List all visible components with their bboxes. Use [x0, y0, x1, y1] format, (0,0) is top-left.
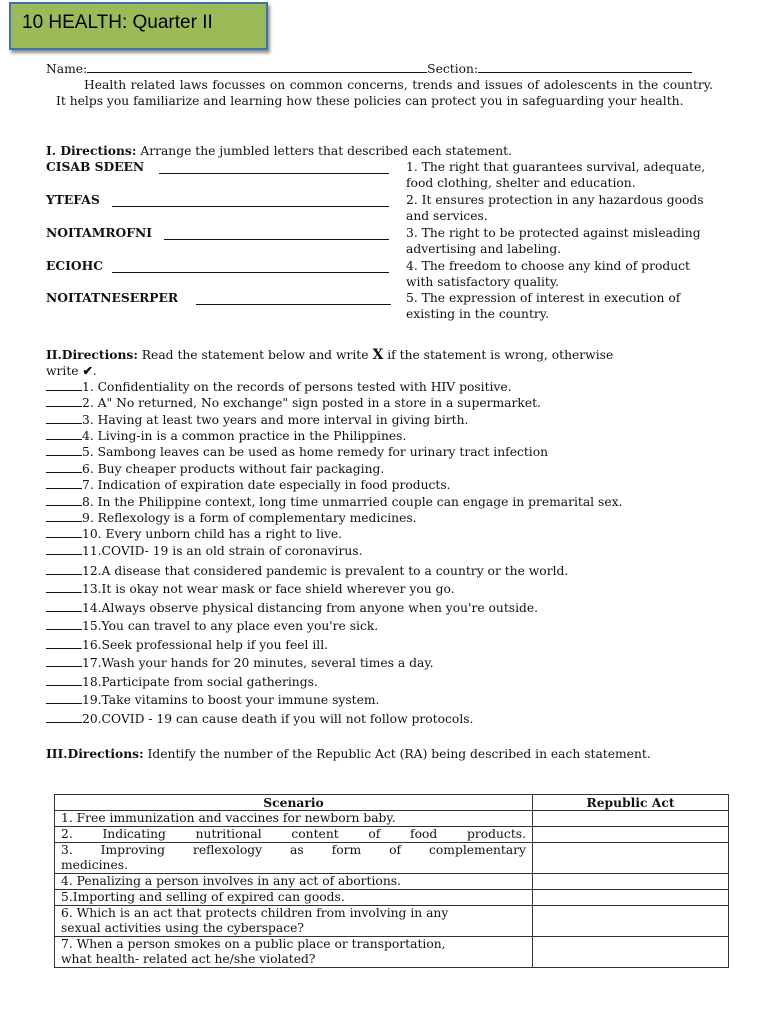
scenario-text: 2. Indicating nutritional content of food products. — [61, 827, 526, 841]
answer-blank[interactable] — [46, 637, 82, 649]
republic-act-answer-cell[interactable] — [533, 906, 729, 937]
republic-act-answer-cell[interactable] — [533, 937, 729, 968]
statement-text: 11.COVID- 19 is an old strain of coronavirus. — [82, 544, 363, 558]
part3-directions — [46, 746, 651, 762]
jumbled-word: YTEFAS — [46, 192, 100, 207]
name-section-row — [46, 61, 692, 77]
republic-act-table — [54, 794, 729, 968]
answer-line[interactable] — [112, 272, 389, 273]
statement-text: 6. Buy cheaper products without fair packaging. — [82, 462, 385, 476]
republic-act-answer-cell[interactable] — [533, 843, 729, 874]
list-item — [46, 581, 455, 597]
part1-description: 4. The freedom to choose any kind of product with satisfactory quality. — [406, 259, 690, 289]
check-mark-icon: ✔ — [82, 363, 93, 378]
jumbled-word: NOITAMROFNI — [46, 225, 152, 240]
jumbled-word: CISAB SDEEN — [46, 159, 145, 174]
statement-text: 8. In the Philippine context, long time unmarried couple can engage in premarital sex. — [82, 495, 623, 509]
scenario-text: 4. Penalizing a person involves in any act of abortions. — [61, 874, 401, 888]
republic-act-column-header: Republic Act — [533, 795, 729, 811]
worksheet-title-box — [9, 2, 268, 50]
statement-text: 12.A disease that considered pandemic is prevalent to a country or the world. — [82, 564, 569, 578]
statement-text: 14.Always observe physical distancing from anyone when you're outside. — [82, 601, 539, 615]
table-row — [55, 874, 729, 890]
part2-directions-cont: write ✔. — [46, 363, 97, 378]
statement-text: 15.You can travel to any place even you're sick. — [82, 619, 379, 633]
table-row — [55, 843, 729, 874]
table-row — [55, 890, 729, 906]
list-item — [46, 543, 363, 559]
part2-instruction-c: write — [46, 364, 79, 378]
scenario-text: 1. Free immunization and vaccines for newborn baby. — [61, 811, 396, 825]
list-item — [46, 461, 384, 477]
list-item — [46, 674, 318, 690]
list-item — [46, 477, 451, 493]
x-mark: X — [372, 347, 384, 363]
part1-description: 1. The right that guarantees survival, adequate, food clothing, shelter and education. — [406, 160, 706, 190]
scenario-cell — [55, 811, 533, 827]
part1-description: 5. The expression of interest in execution of existing in the country. — [406, 291, 681, 321]
answer-blank[interactable] — [46, 563, 82, 575]
statement-text: 2. A" No returned, No exchange" sign posted in a store in a supermarket. — [82, 396, 541, 410]
answer-blank[interactable] — [46, 618, 82, 630]
part1-instruction: Arrange the jumbled letters that described each statement. — [140, 144, 513, 158]
scenario-text: 3. Improving reflexology as form of complementary — [61, 843, 526, 857]
answer-blank[interactable] — [46, 581, 82, 593]
answer-blank[interactable] — [46, 655, 82, 667]
statement-text: 20.COVID - 19 can cause death if you will not follow protocols. — [82, 712, 474, 726]
name-label: Name: — [46, 62, 88, 76]
list-item — [46, 637, 328, 653]
scenario-text: what health- related act he/she violated? — [61, 952, 316, 966]
part1-description: 2. It ensures protection in any hazardous goods and services. — [406, 193, 704, 223]
answer-blank[interactable] — [46, 494, 82, 506]
answer-blank[interactable] — [46, 526, 82, 538]
answer-blank[interactable] — [46, 444, 82, 456]
table-header-row — [55, 795, 729, 811]
list-item — [46, 412, 468, 428]
intro-paragraph: Health related laws focusses on common concerns, trends and issues of adolescents in the country. It helps you familiarize and learning how these policies can protect you in safeguarding your health. — [56, 78, 713, 108]
scenario-cell — [55, 843, 533, 874]
answer-blank[interactable] — [46, 461, 82, 473]
scenario-text: 7. When a person smokes on a public place or transportation, — [61, 937, 446, 951]
answer-blank[interactable] — [46, 379, 82, 391]
part3-heading: III.Directions: — [46, 746, 144, 761]
statement-text: 5. Sambong leaves can be used as home remedy for urinary tract infection — [82, 445, 549, 459]
section-label: Section: — [427, 62, 479, 76]
part3-instruction: Identify the number of the Republic Act (RA) being described in each statement. — [147, 747, 651, 761]
list-item — [46, 711, 473, 727]
answer-blank[interactable] — [46, 395, 82, 407]
part2-directions — [46, 347, 613, 363]
answer-blank[interactable] — [46, 711, 82, 723]
list-item — [46, 563, 568, 579]
list-item — [46, 494, 622, 510]
scenario-text: 6. Which is an act that protects children from involving in any — [61, 906, 449, 920]
section-field[interactable] — [478, 61, 692, 73]
statement-text: 1. Confidentiality on the records of persons tested with HIV positive. — [82, 380, 512, 394]
republic-act-answer-cell[interactable] — [533, 890, 729, 906]
answer-blank[interactable] — [46, 510, 82, 522]
jumbled-word: ECIOHC — [46, 258, 104, 273]
answer-line[interactable] — [159, 173, 389, 174]
part2-instruction-a: Read the statement below and write — [141, 348, 369, 362]
list-item — [46, 379, 512, 395]
scenario-cell — [55, 890, 533, 906]
list-item — [46, 428, 406, 444]
list-item — [46, 526, 342, 542]
answer-blank[interactable] — [46, 692, 82, 704]
part2-instruction-b: if the statement is wrong, otherwise — [387, 348, 614, 362]
scenario-text: medicines. — [61, 858, 128, 872]
statement-text: 17.Wash your hands for 20 minutes, several times a day. — [82, 656, 434, 670]
statement-text: 4. Living-in is a common practice in the Philippines. — [82, 429, 407, 443]
answer-line[interactable] — [196, 304, 391, 305]
answer-line[interactable] — [164, 239, 389, 240]
statement-text: 19.Take vitamins to boost your immune system. — [82, 693, 380, 707]
scenario-column-header: Scenario — [55, 795, 533, 811]
table-row — [55, 827, 729, 843]
scenario-text: sexual activities using the cyberspace? — [61, 921, 305, 935]
answer-blank[interactable] — [46, 674, 82, 686]
part1-heading: I. Directions: — [46, 143, 137, 158]
answer-blank[interactable] — [46, 600, 82, 612]
republic-act-answer-cell[interactable] — [533, 874, 729, 890]
answer-blank[interactable] — [46, 477, 82, 489]
table-row — [55, 811, 729, 827]
statement-text: 13.It is okay not wear mask or face shield wherever you go. — [82, 582, 455, 596]
statement-text: 3. Having at least two years and more interval in giving birth. — [82, 413, 469, 427]
part1-description: 3. The right to be protected against misleading advertising and labeling. — [406, 226, 701, 256]
scenario-cell — [55, 937, 533, 968]
list-item — [46, 510, 417, 526]
statement-text: 7. Indication of expiration date especially in food products. — [82, 478, 451, 492]
republic-act-answer-cell[interactable] — [533, 811, 729, 827]
scenario-cell — [55, 827, 533, 843]
jumbled-word: NOITATNESERPER — [46, 290, 179, 305]
worksheet-title: 10 HEALTH: Quarter II — [22, 12, 213, 33]
answer-blank[interactable] — [46, 428, 82, 440]
statement-text: 18.Participate from social gatherings. — [82, 675, 318, 689]
table-row — [55, 906, 729, 937]
list-item — [46, 618, 378, 634]
answer-blank[interactable] — [46, 412, 82, 424]
list-item — [46, 600, 538, 616]
table-row — [55, 937, 729, 968]
part2-heading: II.Directions: — [46, 347, 138, 362]
answer-blank[interactable] — [46, 543, 82, 555]
list-item — [46, 655, 434, 671]
scenario-cell — [55, 874, 533, 890]
statement-text: 9. Reflexology is a form of complementary medicines. — [82, 511, 417, 525]
name-field[interactable] — [87, 61, 427, 73]
scenario-text: 5.Importing and selling of expired can goods. — [61, 890, 345, 904]
list-item — [46, 692, 379, 708]
answer-line[interactable] — [112, 206, 389, 207]
statement-text: 16.Seek professional help if you feel ill. — [82, 638, 329, 652]
republic-act-answer-cell[interactable] — [533, 827, 729, 843]
part1-directions — [46, 143, 512, 159]
list-item — [46, 444, 548, 460]
statement-text: 10. Every unborn child has a right to live. — [82, 527, 343, 541]
list-item — [46, 395, 541, 411]
scenario-cell — [55, 906, 533, 937]
